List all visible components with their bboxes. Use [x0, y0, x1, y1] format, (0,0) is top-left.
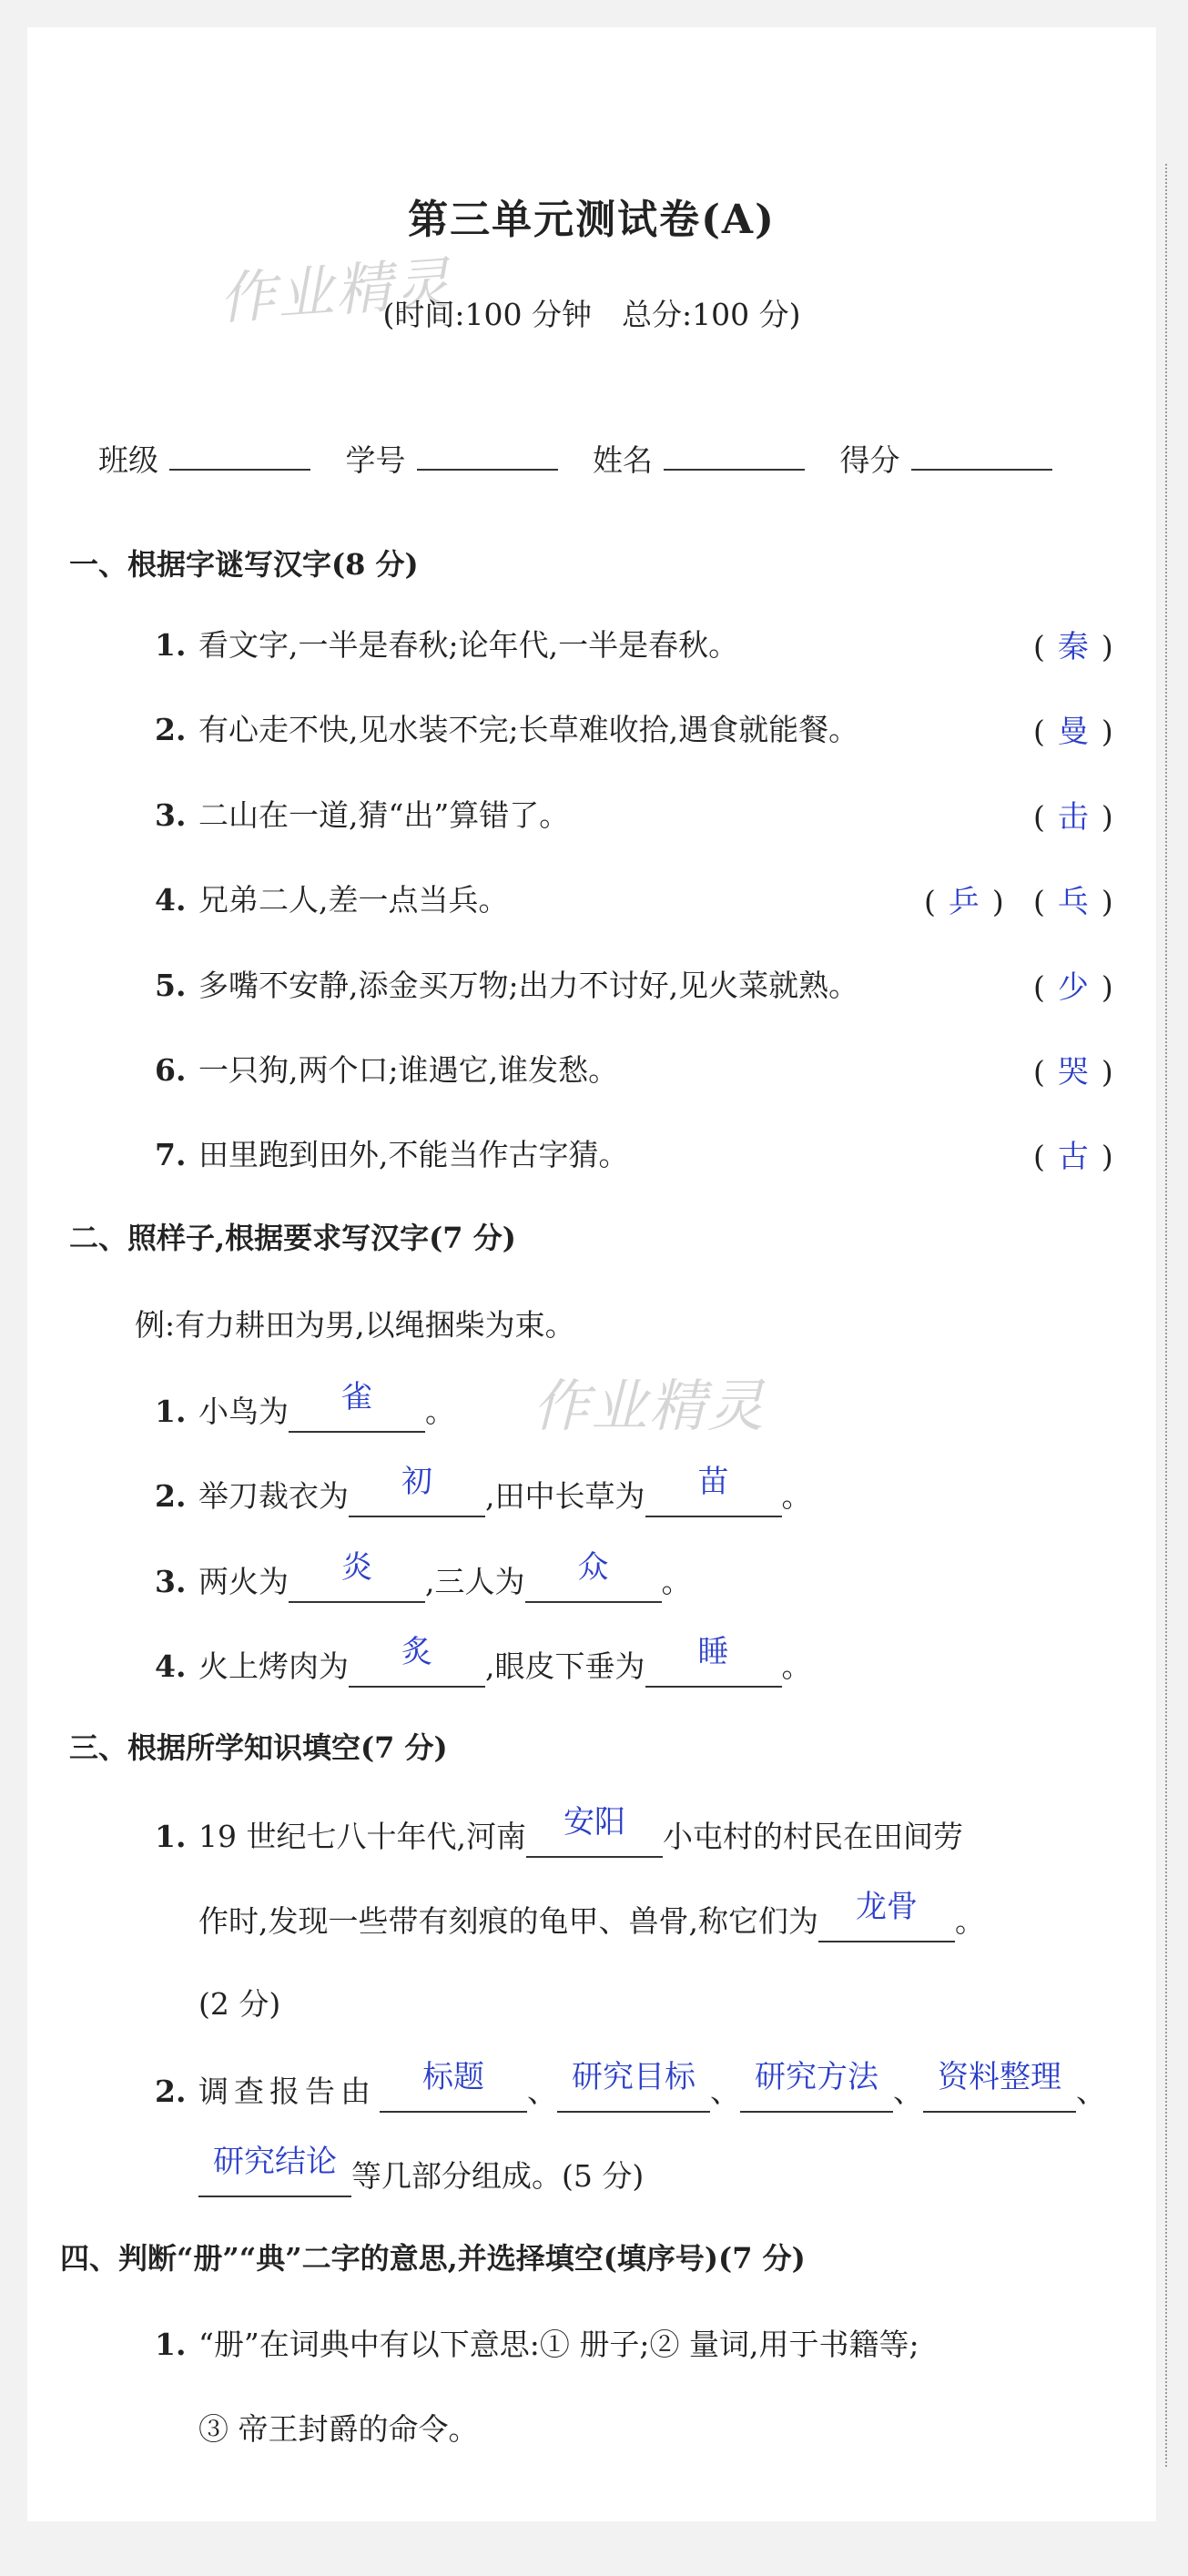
knowledge-blank-2e[interactable]: 研究结论 — [198, 2151, 351, 2197]
riddle-item-7: 7. 田里跑到田外,不能当作古字猜。 — [155, 1137, 629, 1172]
riddle-answer-1[interactable]: ( 秦 ) — [1033, 629, 1113, 665]
student-number-field[interactable] — [417, 465, 558, 471]
section4-heading: 四、判断“册”“典”二字的意思,并选择填空(填序号)(7 分) — [60, 2241, 806, 2276]
riddle-answer-3[interactable]: ( 击 ) — [1033, 799, 1113, 836]
riddle-item-4: 4. 兄弟二人,差一点当兵。 — [155, 882, 509, 918]
riddle-answer-2[interactable]: ( 曼 ) — [1033, 714, 1113, 750]
knowledge-blank-2d[interactable]: 资料整理 — [923, 2066, 1076, 2113]
score-label: 得分 — [839, 442, 900, 478]
riddle-item-3: 3. 二山在一道,猜“出”算错了。 — [155, 797, 570, 833]
section2-heading: 二、照样子,根据要求写汉字(7 分) — [69, 1221, 516, 1255]
class-label: 班级 — [98, 442, 158, 478]
compose-item-3: 3. 两火为 炎 ,三人为 众 。 — [155, 1557, 692, 1603]
student-number-label: 学号 — [345, 442, 406, 478]
knowledge-blank-2c[interactable]: 研究方法 — [740, 2066, 893, 2113]
riddle-item-1: 1. 看文字,一半是春秋;论年代,一半是春秋。 — [155, 627, 739, 663]
riddle-answer-5[interactable]: ( 少 ) — [1033, 969, 1113, 1006]
compose-blank-3a[interactable]: 炎 — [289, 1557, 425, 1603]
worksheet-page — [27, 27, 1156, 2521]
name-field[interactable] — [664, 465, 805, 471]
compose-blank-3b[interactable]: 众 — [525, 1557, 662, 1603]
score-field[interactable] — [911, 465, 1052, 471]
knowledge-blank-2a[interactable]: 标题 — [380, 2066, 527, 2113]
knowledge-item-1-line2: 作时,发现一些带有刻痕的龟甲、兽骨,称它们为 龙骨 。 — [198, 1896, 985, 1942]
riddle-item-6: 6. 一只狗,两个口;谁遇它,谁发愁。 — [155, 1052, 619, 1088]
knowledge-item-2-line2: 研究结论 等几部分组成。(5 分) — [198, 2151, 644, 2197]
knowledge-blank-1b[interactable]: 龙骨 — [818, 1896, 955, 1942]
page-subtitle: (时间:100 分钟 总分:100 分) — [382, 297, 801, 332]
knowledge-blank-1a[interactable]: 安阳 — [526, 1811, 663, 1858]
compose-blank-1[interactable]: 雀 — [289, 1386, 425, 1433]
name-label: 姓名 — [593, 442, 653, 478]
riddle-item-5: 5. 多嘴不安静,添金买万物;出力不讨好,见火菜就熟。 — [155, 968, 859, 1003]
compose-blank-2b[interactable]: 苗 — [645, 1471, 782, 1517]
meaning-item-1-line2: ③ 帝王封爵的命令。 — [198, 2411, 479, 2447]
compose-item-4: 4. 火上烤肉为 炙 ,眼皮下垂为 睡 。 — [155, 1641, 812, 1688]
compose-item-2: 2. 举刀裁衣为 初 ,田中长草为 苗 。 — [155, 1471, 812, 1517]
section2-example: 例:有力耕田为男,以绳捆柴为束。 — [135, 1307, 575, 1343]
riddle-answer-4a[interactable]: ( 乒 ) — [924, 884, 1004, 920]
knowledge-item-1-line1: 1. 19 世纪七八十年代,河南 安阳 小屯村的村民在田间劳 — [155, 1811, 963, 1858]
class-field[interactable] — [169, 465, 310, 471]
watermark-middle: 作业精灵 — [533, 1373, 767, 1439]
compose-blank-2a[interactable]: 初 — [349, 1471, 485, 1517]
riddle-answer-7[interactable]: ( 古 ) — [1033, 1139, 1113, 1175]
page-title: 第三单元测试卷(A) — [408, 197, 776, 243]
knowledge-blank-2b[interactable]: 研究目标 — [557, 2066, 710, 2113]
watermark-top: 作业精灵 — [217, 249, 454, 332]
knowledge-item-1-score: (2 分) — [198, 1986, 281, 2022]
meaning-item-1-line1: 1. “册”在词典中有以下意思:① 册子;② 量词,用于书籍等; — [155, 2327, 919, 2362]
binding-dotted-line — [1165, 164, 1167, 2467]
compose-blank-4b[interactable]: 睡 — [645, 1641, 782, 1688]
riddle-answer-6[interactable]: ( 哭 ) — [1033, 1054, 1113, 1090]
info-row — [98, 437, 1052, 480]
knowledge-item-2-line1: 2. 调查报告由 标题 、 研究目标 、 研究方法 、 资料整理 、 — [155, 2066, 1106, 2113]
riddle-answer-4b[interactable]: ( 乓 ) — [1033, 884, 1113, 920]
section3-heading: 三、根据所学知识填空(7 分) — [69, 1730, 448, 1765]
compose-item-1: 1. 小鸟为 雀 。 — [155, 1386, 455, 1433]
riddle-item-2: 2. 有心走不快,见水装不完;长草难收拾,遇食就能餐。 — [155, 712, 859, 747]
section1-heading: 一、根据字谜写汉字(8 分) — [69, 547, 419, 582]
compose-blank-4a[interactable]: 炙 — [349, 1641, 485, 1688]
